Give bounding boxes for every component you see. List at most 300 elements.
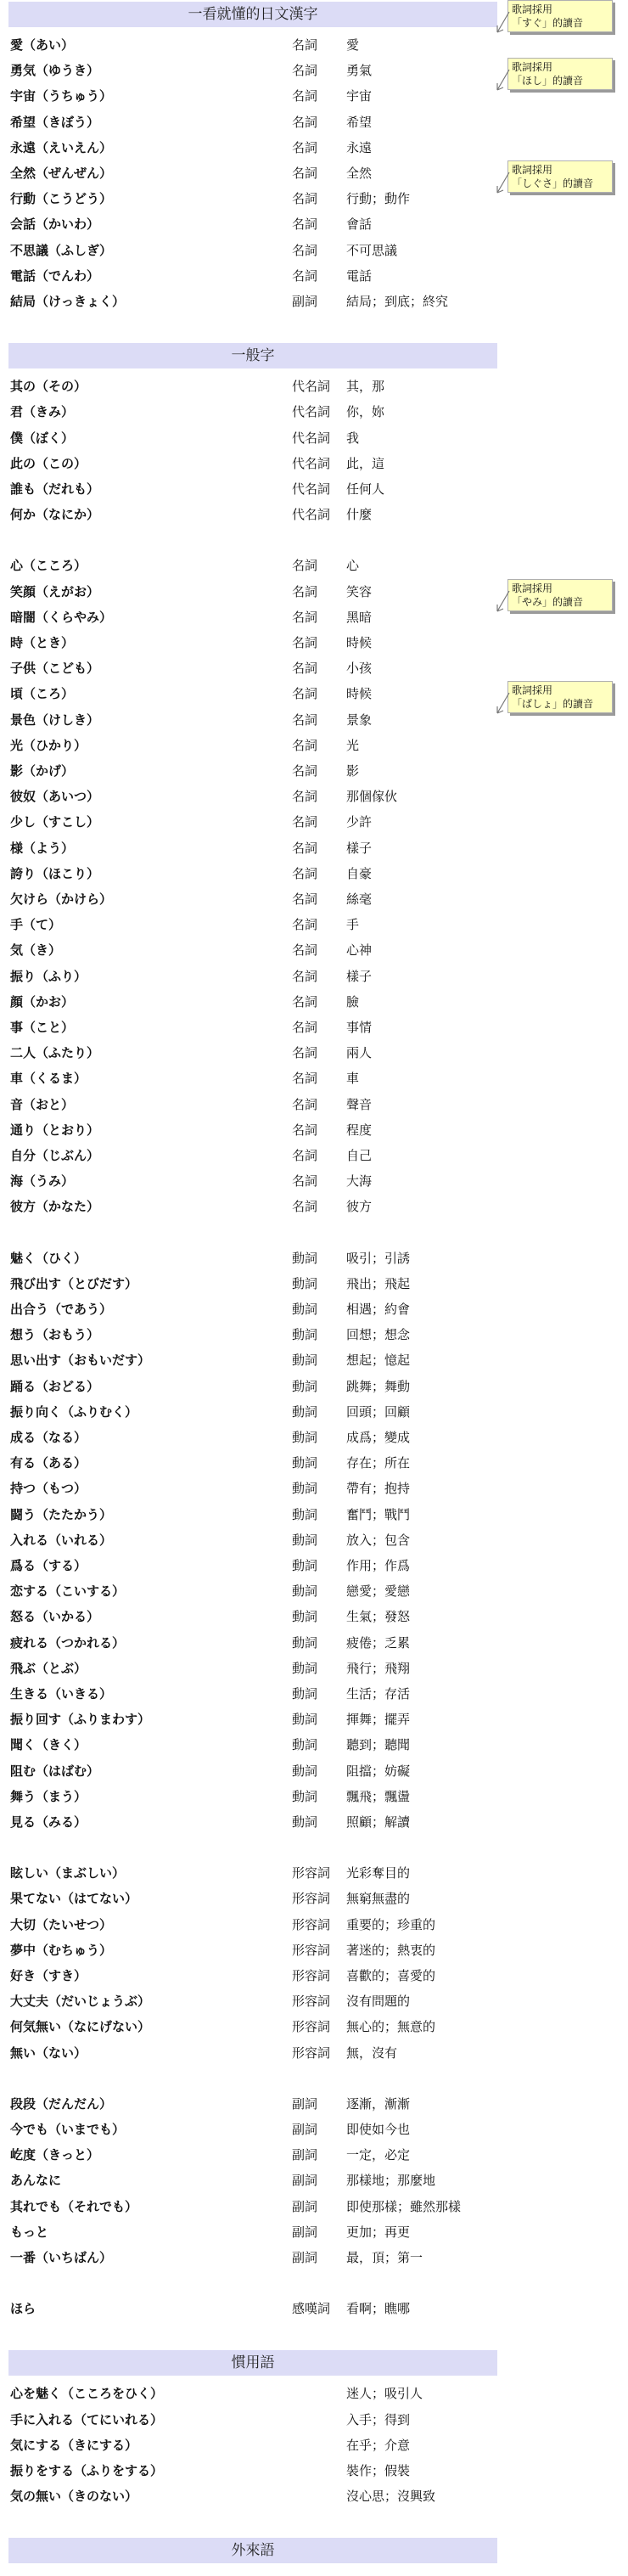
vocab-word: 入れる（いれる） [10,1532,113,1548]
vocab-row [10,135,511,160]
vocab-row [10,989,511,1015]
meaning: 疲倦；乏累 [346,1634,411,1651]
annotation-note [507,0,613,32]
vocab-row [10,2483,511,2509]
part-of-speech: 名詞 [292,609,318,625]
part-of-speech: 名詞 [292,635,318,650]
part-of-speech: 名詞 [292,763,318,779]
vocab-row [10,186,511,211]
part-of-speech: 副詞 [292,2173,318,2189]
meaning: 回頭；回顧 [346,1403,411,1420]
note-line: 「ほし」的讀音 [512,75,584,87]
part-of-speech: 副詞 [292,2122,318,2137]
part-of-speech: 形容詞 [292,1916,331,1932]
vocab-word: 彼奴（あいつ） [10,789,100,805]
meaning: 任何人 [346,481,385,497]
vocab-row [10,1912,511,1938]
meaning: 生活；存活 [346,1686,411,1701]
part-of-speech: 名詞 [292,917,318,933]
vocab-word: 振り回す（ふりまわす） [10,1712,151,1728]
vocab-row [10,912,511,937]
vocab-row [10,502,511,527]
part-of-speech: 名詞 [292,88,318,104]
vocab-word: 大切（たいせつ） [10,1916,113,1932]
meaning: 逐漸，漸漸 [346,2095,411,2112]
note-line: 歌詞採用 [512,164,553,176]
pointer-arrow-icon [494,589,511,618]
part-of-speech: 動詞 [292,1455,318,1471]
vocab-row [10,1681,511,1707]
note-line: 「すぐ」的讀音 [512,17,584,29]
part-of-speech: 名詞 [292,891,318,907]
vocab-word: 気（き） [10,942,62,959]
vocab-row [10,1347,511,1373]
vocab-word: 舞う（まう） [10,1788,87,1804]
part-of-speech: 名詞 [292,686,318,702]
meaning: 回想；想念 [346,1327,411,1343]
meaning: 絲毫 [346,891,373,907]
vocab-row [10,707,511,733]
vocab-word: 無い（ない） [10,2044,87,2061]
vocab-row [10,1092,511,1117]
part-of-speech: 名詞 [292,583,318,599]
part-of-speech: 名詞 [292,242,318,258]
meaning: 黑暗 [346,609,373,625]
vocab-row [10,2091,511,2117]
vocab-row [10,553,511,578]
part-of-speech: 代名詞 [292,481,331,497]
part-of-speech: 名詞 [292,166,318,181]
vocab-word: 夢中（むちゅう） [10,1942,113,1958]
meaning: 自己 [346,1148,373,1163]
meaning: 迷人；吸引人 [346,2386,423,2402]
part-of-speech: 名詞 [292,661,318,677]
vocab-word: 全然（ぜんぜん） [10,166,113,181]
vocab-row [10,2194,511,2219]
vocab-row [10,1374,511,1399]
annotation-note [507,681,613,713]
part-of-speech: 動詞 [292,1275,318,1291]
vocab-row [10,83,511,109]
vocab-word: 聞く（きく） [10,1737,87,1753]
part-of-speech: 名詞 [292,942,318,959]
part-of-speech: 副詞 [292,2198,318,2214]
meaning: 勇氣 [346,63,373,79]
part-of-speech: 名詞 [292,1071,318,1087]
vocab-word: 景色（けしき） [10,711,100,728]
part-of-speech: 動詞 [292,1430,318,1445]
note-line: 歌詞採用 [512,61,553,74]
meaning: 少許 [346,814,373,830]
vocab-row [10,1732,511,1758]
vocab-word: 時（とき） [10,635,75,650]
part-of-speech: 動詞 [292,1814,318,1830]
vocab-word: 様（よう） [10,840,75,856]
part-of-speech: 名詞 [292,267,318,284]
part-of-speech: 動詞 [292,1788,318,1804]
vocab-word: 持つ（もつ） [10,1481,87,1497]
part-of-speech: 代名詞 [292,404,331,420]
vocab-word: 子供（こども） [10,661,100,677]
vocab-word: 何気無い（なにげない） [10,2019,151,2035]
vocab-row [10,1604,511,1629]
part-of-speech: 名詞 [292,1096,318,1112]
vocab-row [10,110,511,135]
vocab-word: 疲れる（つかれる） [10,1634,126,1651]
vocab-word: 見る（みる） [10,1814,87,1830]
vocab-word: 手に入れる（てにいれる） [10,2411,164,2427]
vocab-word: 宇宙（うちゅう） [10,88,113,104]
meaning: 程度 [346,1122,373,1138]
vocab-row [10,1938,511,1963]
meaning: 此，這 [346,455,385,471]
vocab-row [10,1194,511,1219]
vocab-row [10,1399,511,1425]
part-of-speech: 名詞 [292,63,318,79]
meaning: 飛行；飛翔 [346,1660,411,1676]
meaning: 永遠 [346,139,373,155]
part-of-speech: 代名詞 [292,379,331,395]
vocab-row [10,784,511,809]
part-of-speech: 形容詞 [292,1865,331,1881]
meaning: 成爲；變成 [346,1430,411,1445]
vocab-word: 少し（すこし） [10,814,100,830]
part-of-speech: 代名詞 [292,507,331,523]
vocab-row [10,2040,511,2066]
vocab-word: 自分（じぶん） [10,1148,100,1163]
vocab-word: 僕（ぼく） [10,430,75,446]
vocab-row [10,211,511,237]
vocab-word: 飛ぶ（とぶ） [10,1660,87,1676]
meaning: 我 [346,430,360,446]
meaning: 電話 [346,267,373,284]
meaning: 光彩奪目的 [346,1865,411,1881]
vocab-row [10,160,511,186]
vocab-row [10,1860,511,1886]
vocab-word: 車（くるま） [10,1071,87,1087]
meaning: 聽到；聽聞 [346,1737,411,1753]
meaning: 飛出；飛起 [346,1275,411,1291]
vocab-word: 顔（かお） [10,993,75,1010]
vocab-word: 一番（いちばん） [10,2250,113,2265]
section-header: 外來語 [8,2538,497,2563]
meaning: 無，沒有 [346,2044,398,2061]
vocab-word: 踊る（おどる） [10,1378,100,1394]
vocab-word: 果てない（はてない） [10,1891,138,1907]
part-of-speech: 動詞 [292,1634,318,1651]
part-of-speech: 名詞 [292,840,318,856]
vocab-row [10,1886,511,1911]
vocab-row [10,2117,511,2142]
meaning: 行動；動作 [346,191,411,207]
part-of-speech: 名詞 [292,114,318,130]
meaning: 樣子 [346,968,373,984]
meaning: 愛 [346,37,360,53]
vocab-row [10,964,511,989]
part-of-speech: 動詞 [292,1712,318,1728]
part-of-speech: 名詞 [292,711,318,728]
part-of-speech: 動詞 [292,1583,318,1600]
meaning: 你，妳 [346,404,385,420]
vocab-word: 永遠（えいえん） [10,139,113,155]
meaning: 臉 [346,993,360,1010]
part-of-speech: 動詞 [292,1302,318,1317]
meaning: 心 [346,558,360,574]
part-of-speech: 副詞 [292,2224,318,2240]
vocab-word: 生きる（いきる） [10,1686,113,1701]
vocab-row [10,2219,511,2245]
part-of-speech: 名詞 [292,789,318,805]
vocab-word: 振り向く（ふりむく） [10,1403,138,1420]
vocab-word: 段段（だんだん） [10,2095,113,2112]
meaning: 什麼 [346,507,373,523]
vocab-word: 其の（その） [10,379,87,395]
vocab-row [10,238,511,263]
part-of-speech: 名詞 [292,865,318,881]
vocab-row [10,886,511,912]
vocab-row [10,681,511,706]
part-of-speech: 名詞 [292,1199,318,1215]
part-of-speech: 動詞 [292,1558,318,1573]
vocab-row [10,2458,511,2483]
meaning: 時候 [346,686,373,702]
meaning: 手 [346,917,360,933]
meaning: 笑容 [346,583,373,599]
note-line: 「やみ」的讀音 [512,595,584,608]
vocab-word: 飛び出す（とびだす） [10,1275,138,1291]
part-of-speech: 動詞 [292,1506,318,1522]
vocab-word: 此の（この） [10,455,87,471]
part-of-speech: 代名詞 [292,430,331,446]
vocab-word: 大丈夫（だいじょうぶ） [10,1994,151,2010]
meaning: 事情 [346,1020,373,1035]
part-of-speech: 代名詞 [292,455,331,471]
part-of-speech: 副詞 [292,2250,318,2265]
vocab-row [10,1527,511,1553]
meaning: 作用；作爲 [346,1558,411,1573]
part-of-speech: 形容詞 [292,1968,331,1983]
note-line: 「ばしょ」的讀音 [512,698,594,711]
meaning: 樣子 [346,840,373,856]
meaning: 希望 [346,114,373,130]
meaning: 最，頂；第一 [346,2250,423,2265]
vocab-word: 会話（かいわ） [10,217,100,233]
part-of-speech: 形容詞 [292,1994,331,2010]
part-of-speech: 名詞 [292,139,318,155]
vocab-row [10,2245,511,2270]
meaning: 存在；所在 [346,1455,411,1471]
vocab-row [10,1425,511,1450]
vocab-row [10,263,511,289]
part-of-speech: 動詞 [292,1403,318,1420]
meaning: 看啊；瞧哪 [346,2301,411,2317]
vocab-word: 結局（けっきょく） [10,294,126,309]
vocab-row [10,1656,511,1681]
vocab-word: 阻む（はばむ） [10,1763,100,1779]
vocab-row [10,1040,511,1066]
part-of-speech: 動詞 [292,1481,318,1497]
meaning: 跳舞；舞動 [346,1378,411,1394]
vocab-word: 勇気（ゆうき） [10,63,100,79]
meaning: 即使如今也 [346,2122,411,2137]
vocab-word: 気にする（きにする） [10,2437,138,2453]
note-line: 「しぐさ」的讀音 [512,177,594,189]
meaning: 相遇；約會 [346,1302,411,1317]
vocab-row [10,2142,511,2168]
vocab-row [10,2168,511,2193]
meaning: 照顧；解讀 [346,1814,411,1830]
vocab-word: 不思議（ふしぎ） [10,242,113,258]
meaning: 聲音 [346,1096,373,1112]
vocab-row [10,758,511,784]
part-of-speech: 動詞 [292,1609,318,1625]
pointer-arrow-icon [494,10,511,39]
part-of-speech: 副詞 [292,294,318,309]
meaning: 無窮無盡的 [346,1891,411,1907]
part-of-speech: 名詞 [292,37,318,53]
note-line: 歌詞採用 [512,582,553,594]
part-of-speech: 動詞 [292,1327,318,1343]
vocab-row [10,58,511,83]
vocab-row [10,809,511,835]
annotation-note [507,160,613,193]
vocab-word: 心（こころ） [10,558,87,574]
vocab-word: 通り（とおり） [10,1122,100,1138]
meaning: 阻擋；妨礙 [346,1763,411,1779]
part-of-speech: 副詞 [292,2147,318,2163]
vocab-word: 振り（ふり） [10,968,87,984]
vocab-row [10,399,511,425]
meaning: 結局；到底；終究 [346,294,449,309]
part-of-speech: 感嘆詞 [292,2301,331,2317]
vocab-word: 二人（ふたり） [10,1045,100,1061]
vocab-word: 誰も（だれも） [10,481,100,497]
annotation-note [507,579,613,611]
vocab-word: 成る（なる） [10,1430,87,1445]
vocab-row [10,2433,511,2458]
part-of-speech: 動詞 [292,1686,318,1701]
vocab-word: ほら [10,2301,36,2317]
pointer-arrow-icon [494,691,511,720]
meaning: 放入；包含 [346,1532,411,1548]
vocab-word: 光（ひかり） [10,737,87,753]
vocab-word: 手（て） [10,917,62,933]
vocab-word: 思い出す（おもいだす） [10,1353,151,1369]
vocab-word: 恋する（こいする） [10,1583,126,1600]
vocab-word: あんなに [10,2173,62,2189]
part-of-speech: 形容詞 [292,2044,331,2061]
vocab-word: 怒る（いかる） [10,1609,100,1625]
vocab-word: 振りをする（ふりをする） [10,2463,164,2478]
vocab-row [10,2407,511,2433]
meaning: 想起；憶起 [346,1353,411,1369]
vocab-row [10,1117,511,1143]
part-of-speech: 動詞 [292,1660,318,1676]
vocab-word: 誇り（ほこり） [10,865,100,881]
part-of-speech: 名詞 [292,737,318,753]
vocab-word: 心を魅く（こころをひく） [10,2386,164,2402]
vocab-word: 電話（でんわ） [10,267,100,284]
vocab-row [10,1450,511,1476]
vocab-row [10,1707,511,1732]
vocab-row [10,835,511,861]
vocab-row [10,1015,511,1040]
vocab-row [10,1322,511,1347]
meaning: 奮鬥；戰鬥 [346,1506,411,1522]
vocab-word: 魅く（ひく） [10,1250,87,1266]
vocab-row [10,1066,511,1091]
vocab-row [10,1578,511,1604]
meaning: 彼方 [346,1199,373,1215]
note-line: 歌詞採用 [512,3,553,15]
vocab-word: 出合う（であう） [10,1302,113,1317]
part-of-speech: 動詞 [292,1737,318,1753]
note-line: 歌詞採用 [512,684,553,697]
meaning: 小孩 [346,661,373,677]
pointer-arrow-icon [494,68,511,97]
vocab-row [10,733,511,758]
meaning: 生氣；發怒 [346,1609,411,1625]
part-of-speech: 名詞 [292,191,318,207]
vocab-row [10,425,511,451]
meaning: 會話 [346,217,373,233]
part-of-speech: 動詞 [292,1378,318,1394]
meaning: 更加；再更 [346,2224,411,2240]
vocab-row [10,1271,511,1296]
vocab-word: 希望（きぼう） [10,114,100,130]
vocab-row [10,451,511,476]
vocab-word: 其れでも（それでも） [10,2198,138,2214]
vocab-word: 屹度（きっと） [10,2147,100,2163]
part-of-speech: 名詞 [292,558,318,574]
part-of-speech: 形容詞 [292,1891,331,1907]
meaning: 著迷的；熱衷的 [346,1942,436,1958]
vocab-row [10,1296,511,1322]
vocab-row [10,374,511,399]
vocab-word: 想う（おもう） [10,1327,100,1343]
vocab-row [10,289,511,314]
part-of-speech: 名詞 [292,993,318,1010]
meaning: 揮舞；擺弄 [346,1712,411,1728]
vocab-row [10,2381,511,2406]
vocab-row [10,2014,511,2039]
vocab-word: 愛（あい） [10,37,75,53]
meaning: 沒有問題的 [346,1994,411,2010]
meaning: 即使那樣；雖然那樣 [346,2198,462,2214]
vocab-row [10,937,511,963]
meaning: 一定，必定 [346,2147,411,2163]
vocab-row [10,1630,511,1656]
vocab-row [10,1502,511,1527]
vocab-row [10,1988,511,2014]
vocab-word: 好き（すき） [10,1968,87,1983]
vocab-word: 欠けら（かけら） [10,891,113,907]
vocab-row [10,1168,511,1194]
vocab-word: 笑顔（えがお） [10,583,100,599]
part-of-speech: 動詞 [292,1250,318,1266]
vocab-word: 何か（なにか） [10,507,100,523]
part-of-speech: 動詞 [292,1353,318,1369]
meaning: 其，那 [346,379,385,395]
part-of-speech: 副詞 [292,2095,318,2112]
meaning: 全然 [346,166,373,181]
vocab-row [10,655,511,681]
part-of-speech: 形容詞 [292,1942,331,1958]
vocab-row [10,476,511,502]
meaning: 在乎；介意 [346,2437,411,2453]
meaning: 戀愛；愛戀 [346,1583,411,1600]
section-header: 一看就懂的日文漢字 [8,2,497,27]
